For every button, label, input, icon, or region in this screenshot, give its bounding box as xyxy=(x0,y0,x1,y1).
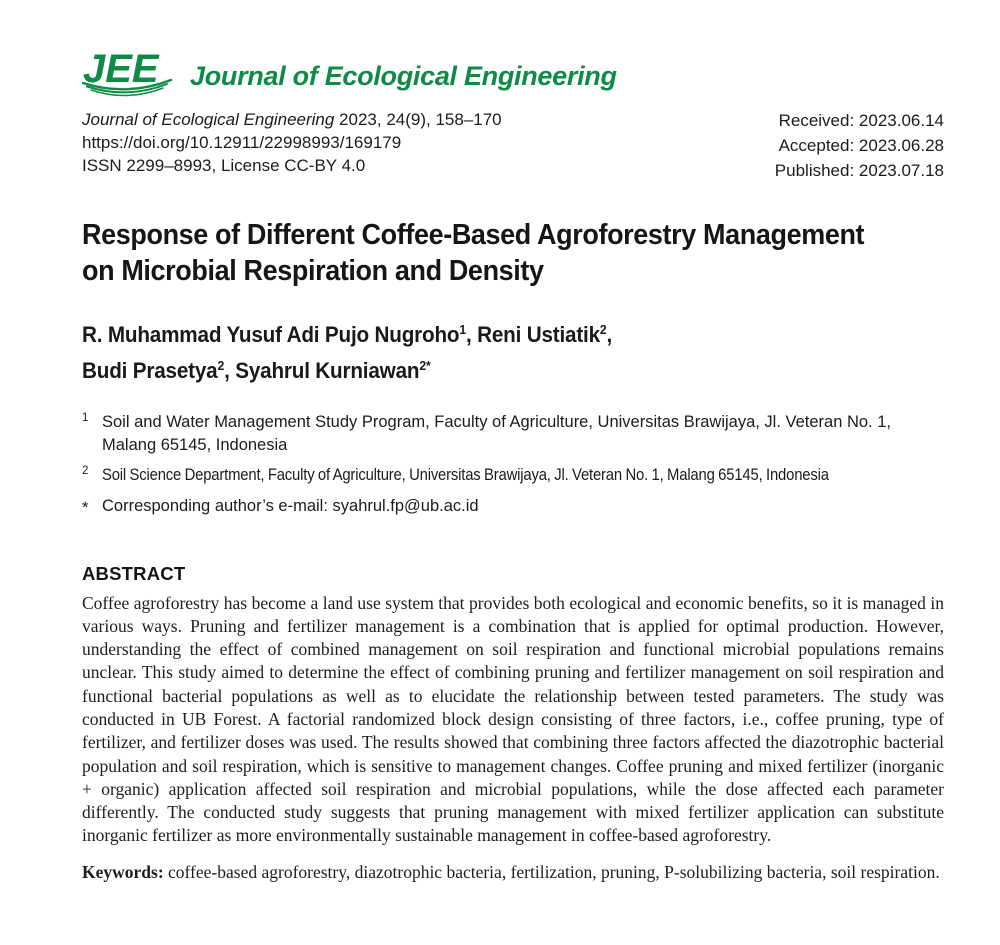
corresponding-author-line xyxy=(102,495,479,518)
author-name: , Syahrul Kurniawan xyxy=(224,358,420,383)
affiliation-marker: 2 xyxy=(82,465,89,477)
affiliation-item xyxy=(82,464,944,487)
accepted-date: Accepted: 2023.06.28 xyxy=(778,136,944,155)
author-name: Budi Prasetya xyxy=(82,358,218,383)
abstract-text: Coffee agroforestry has become a land use system that provides both ecological and economic benefits, so it is managed in various ways. Pruning and fertilizer management is a combination that is applied for optimal production. However, understanding the effect of combined management on soil respiration and functional microbial populations remains unclear. This study aimed to determine the effect of combining pruning and fertilizer management on soil respiration and functional bacterial populations as well as to elucidate the relationship between tested parameters. The study was conducted in UB Forest. A factorial randomized block design consisting of three factors, i.e., coffee pruning, type of fertilizer, and fertilizer doses was used. The results showed that combining three factors affected the diazotrophic bacterial population and soil respiration, which is sensitive to management changes. Coffee pruning and mixed fertilizer (inorganic + organic) application affected soil respiration and microbial populations, while the dose affected each parameter differently. The conducted study suggests that pruning management with mixed fertilizer application can substitute inorganic fertilizer as more environmentally sustainable management in coffee-based agroforestry. xyxy=(82,592,944,846)
citation-issue-info: 2023, 24(9), 158–170 xyxy=(334,110,502,129)
abstract-heading: ABSTRACT xyxy=(82,562,186,584)
jee-logo-icon xyxy=(82,42,172,102)
citation-line xyxy=(82,108,502,131)
affiliation-text: Soil and Water Management Study Program, Faculty of Agriculture, Universitas Brawijaya, Jl. Veteran No. 1, Malang 65145, Indonesia xyxy=(102,413,891,454)
authors-block xyxy=(82,314,944,386)
journal-name-header: Journal of Ecological Engineering xyxy=(190,61,617,91)
author-line-1 xyxy=(82,314,892,350)
affiliation-marker: * xyxy=(82,497,89,517)
author-superscript: 1 xyxy=(459,322,466,337)
citation-journal-name: Journal of Ecological Engineering xyxy=(82,110,335,129)
page-title xyxy=(82,217,944,289)
author-superscript: 2 xyxy=(599,322,607,337)
issn-license: ISSN 2299–8993, License CC-BY 4.0 xyxy=(82,156,366,175)
affiliation-item xyxy=(82,495,944,518)
keywords-block xyxy=(82,861,944,885)
doi-link[interactable]: https://doi.org/10.12911/22998993/169179 xyxy=(82,133,402,152)
title-line-1: Response of Different Coffee-Based Agroforestry Management xyxy=(82,219,865,251)
author-superscript: 2 xyxy=(217,358,225,373)
jee-logo-text: JEE xyxy=(83,47,159,91)
meta-row xyxy=(82,108,944,183)
affiliation-item xyxy=(82,411,944,456)
title-line-2: on Microbial Respiration and Density xyxy=(82,255,544,287)
author-name: , Reni Ustiatik xyxy=(465,322,600,347)
corresponding-author-prefix: Corresponding author’s e-mail: xyxy=(102,496,333,515)
dates-block xyxy=(775,108,944,183)
journal-header xyxy=(82,42,944,102)
author-name: R. Muhammad Yusuf Adi Pujo Nugroho xyxy=(82,322,460,347)
keywords-text: coffee-based agroforestry, diazotrophic bacteria, fertilization, pruning, P-solubilizing bacteria, soil respiration. xyxy=(163,861,940,882)
published-date: Published: 2023.07.18 xyxy=(774,161,944,180)
author-line-2 xyxy=(82,350,892,386)
received-date: Received: 2023.06.14 xyxy=(778,111,944,130)
affiliation-text: Soil Science Department, Faculty of Agriculture, Universitas Brawijaya, Jl. Veteran No. 1, Malang 65145, Indonesia xyxy=(102,466,829,484)
author-separator: , xyxy=(606,322,613,347)
email-link[interactable]: syahrul.fp@ub.ac.id xyxy=(332,496,479,515)
citation-block xyxy=(82,108,502,177)
affiliation-marker: 1 xyxy=(82,412,89,424)
keywords-label: Keywords: xyxy=(82,861,164,882)
author-superscript: 2* xyxy=(419,358,431,373)
affiliation-list xyxy=(82,411,944,518)
